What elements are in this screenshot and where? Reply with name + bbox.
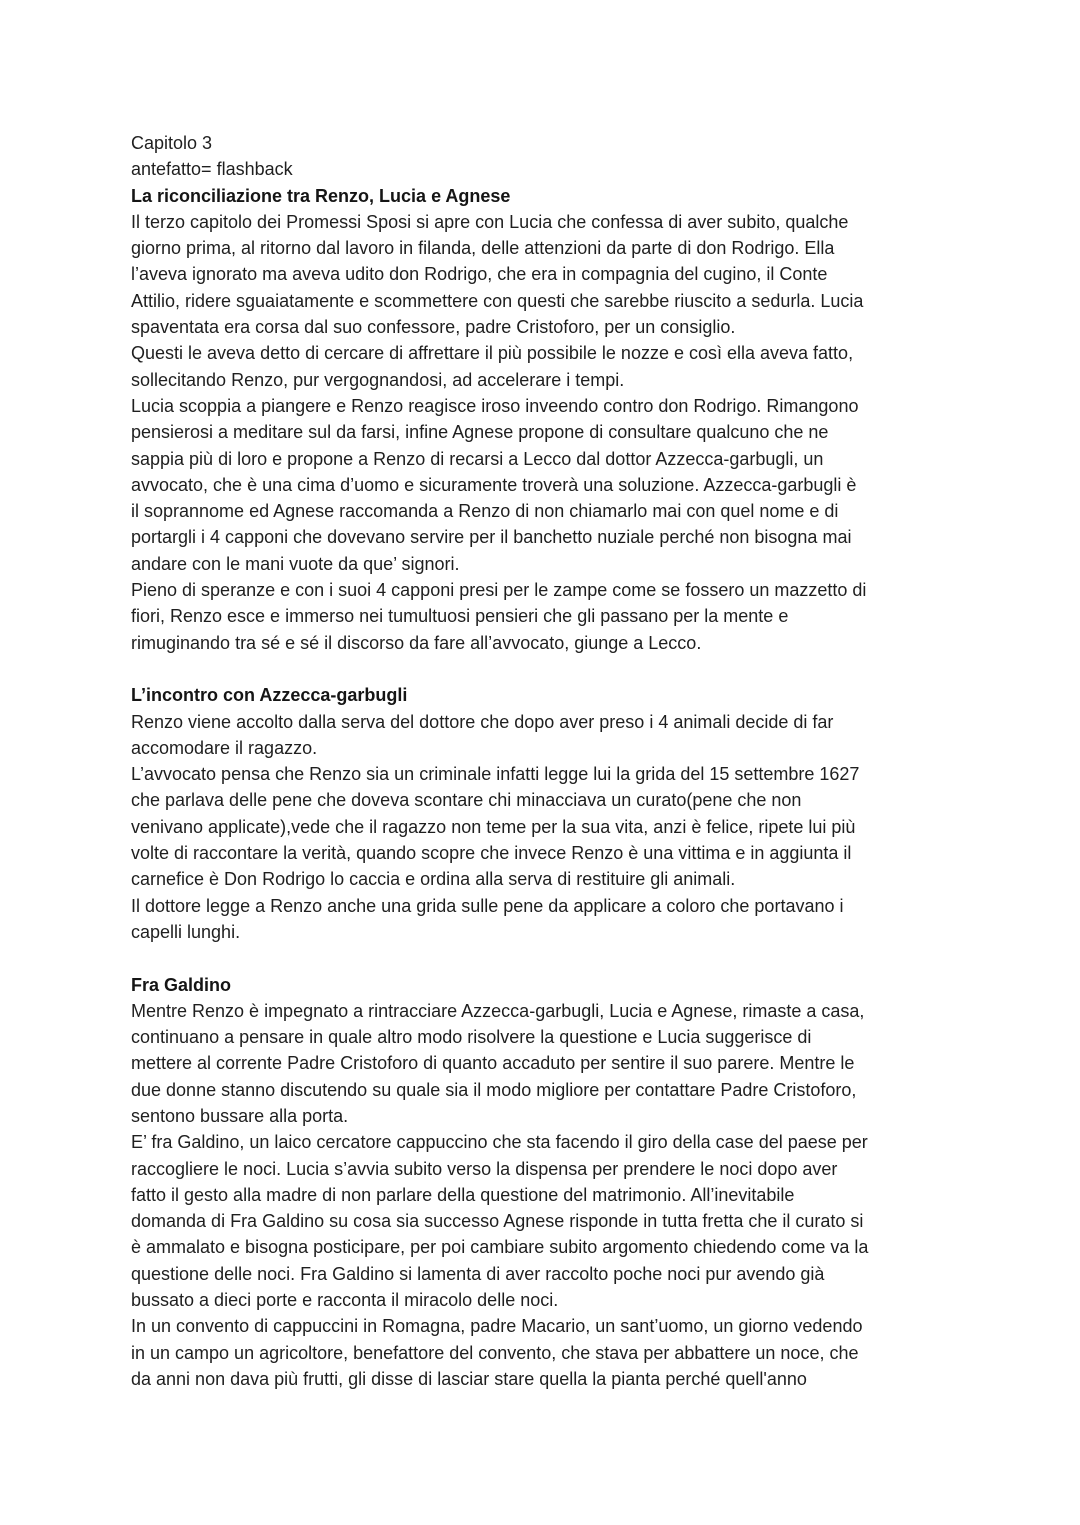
- paragraph-line: raccogliere le noci. Lucia s’avvia subito verso la dispensa per prendere le noci dopo aver: [131, 1158, 838, 1179]
- section-riconciliazione: [131, 183, 959, 656]
- flashback-note: antefatto= flashback: [131, 159, 293, 180]
- paragraph-line: mettere al corrente Padre Cristoforo di quanto accaduto per sentire il suo parere. Mentre le: [131, 1053, 855, 1074]
- paragraph-line: due donne stanno discutendo su quale sia il modo migliore per contattare Padre Cristoforo,: [131, 1079, 857, 1100]
- paragraph-line: portargli i 4 capponi che dovevano servire per il banchetto nuziale perché non bisogna mai: [131, 527, 852, 548]
- paragraph-line: Il dottore legge a Renzo anche una grida sulle pene da applicare a coloro che portavano i: [131, 895, 844, 916]
- paragraph-line: L’avvocato pensa che Renzo sia un criminale infatti legge lui la grida del 15 settembre 1627: [131, 764, 860, 785]
- paragraph-line: Questi le aveva detto di cercare di affrettare il più possibile le nozze e così ella aveva fatto,: [131, 343, 854, 364]
- section-fra-galdino: [131, 972, 959, 1393]
- paragraph-line: accomodare il ragazzo.: [131, 737, 318, 758]
- paragraph-line: che parlava delle pene che doveva scontare chi minacciava un curato(pene che non: [131, 790, 802, 811]
- paragraph-line: bussato a dieci porte e racconta il miracolo delle noci.: [131, 1290, 559, 1311]
- paragraph-line: giorno prima, al ritorno dal lavoro in filanda, delle attenzioni da parte di don Rodrigo. Ella: [131, 238, 835, 259]
- paragraph-line: capelli lunghi.: [131, 921, 241, 942]
- section-spacer: [131, 656, 959, 682]
- section-heading: Fra Galdino: [131, 974, 232, 995]
- paragraph-line: Il terzo capitolo dei Promessi Sposi si apre con Lucia che confessa di aver subito, qualche: [131, 211, 849, 232]
- section-heading: La riconciliazione tra Renzo, Lucia e Agnese: [131, 185, 511, 206]
- paragraph-line: pensierosi a meditare sul da farsi, infine Agnese propone di consultare qualcuno che ne: [131, 422, 829, 443]
- paragraph-line: volte di raccontare la verità, quando scopre che invece Renzo è una vittima e in aggiunta il: [131, 843, 852, 864]
- paragraph-line: sollecitando Renzo, pur vergognandosi, ad accelerare i tempi.: [131, 369, 625, 390]
- section-incontro: [131, 682, 959, 945]
- paragraph-line: il soprannome ed Agnese raccomanda a Renzo di non chiamarlo mai con quel nome e di: [131, 501, 839, 522]
- paragraph-line: è ammalato e bisogna posticipare, per poi cambiare subito argomento chiedendo come va la: [131, 1237, 869, 1258]
- section-heading: L’incontro con Azzecca-garbugli: [131, 685, 408, 706]
- paragraph-line: sentono bussare alla porta.: [131, 1105, 349, 1126]
- document-page: [131, 130, 959, 1392]
- paragraph-line: Attilio, ridere sguaiatamente e scommettere con questi che sarebbe riuscito a sedurla. Lucia: [131, 290, 864, 311]
- paragraph-line: Pieno di speranze e con i suoi 4 capponi presi per le zampe come se fossero un mazzetto di: [131, 580, 867, 601]
- paragraph-line: E’ fra Galdino, un laico cercatore cappuccino che sta facendo il giro della case del paese per: [131, 1132, 868, 1153]
- paragraph-line: in un campo un agricoltore, benefattore del convento, che stava per abbattere un noce, che: [131, 1342, 859, 1363]
- paragraph-line: domanda di Fra Galdino su cosa sia successo Agnese risponde in tutta fretta che il curato si: [131, 1211, 864, 1232]
- paragraph-line: questione delle noci. Fra Galdino si lamenta di aver raccolto poche noci pur avendo già: [131, 1263, 825, 1284]
- paragraph-line: venivano applicate),vede che il ragazzo non teme per la sua vita, anzi è felice, ripete lui più: [131, 816, 856, 837]
- paragraph-line: andare con le mani vuote da que’ signori.: [131, 553, 460, 574]
- paragraph-line: avvocato, che è una cima d’uomo e sicuramente troverà una soluzione. Azzecca-garbugli è: [131, 474, 857, 495]
- paragraph-line: rimuginando tra sé e sé il discorso da fare all’avvocato, giunge a Lecco.: [131, 632, 702, 653]
- paragraph-line: sappia più di loro e propone a Renzo di recarsi a Lecco dal dottor Azzecca-garbugli, un: [131, 448, 824, 469]
- paragraph-line: carnefice è Don Rodrigo lo caccia e ordina alla serva di restituire gli animali.: [131, 869, 736, 890]
- paragraph-line: fatto il gesto alla madre di non parlare della questione del matrimonio. All’inevitabile: [131, 1184, 795, 1205]
- chapter-label: Capitolo 3: [131, 133, 213, 153]
- section-spacer: [131, 945, 959, 971]
- paragraph-line: l’aveva ignorato ma aveva udito don Rodrigo, che era in compagnia del cugino, il Conte: [131, 264, 828, 285]
- paragraph-line: Renzo viene accolto dalla serva del dottore che dopo aver preso i 4 animali decide di far: [131, 711, 834, 732]
- paragraph-line: spaventata era corsa dal suo confessore, padre Cristoforo, per un consiglio.: [131, 317, 736, 338]
- paragraph-line: continuano a pensare in quale altro modo risolvere la questione e Lucia suggerisce di: [131, 1027, 812, 1048]
- paragraph-line: Mentre Renzo è impegnato a rintracciare Azzecca-garbugli, Lucia e Agnese, rimaste a casa,: [131, 1000, 865, 1021]
- paragraph-line: da anni non dava più frutti, gli disse di lasciar stare quella la pianta perché quell'anno: [131, 1368, 807, 1389]
- paragraph-line: fiori, Renzo esce e immerso nei tumultuosi pensieri che gli passano per la mente e: [131, 606, 789, 627]
- paragraph-line: Lucia scoppia a piangere e Renzo reagisce iroso inveendo contro don Rodrigo. Rimangono: [131, 395, 859, 416]
- paragraph-line: In un convento di cappuccini in Romagna, padre Macario, un sant’uomo, un giorno vedendo: [131, 1316, 863, 1337]
